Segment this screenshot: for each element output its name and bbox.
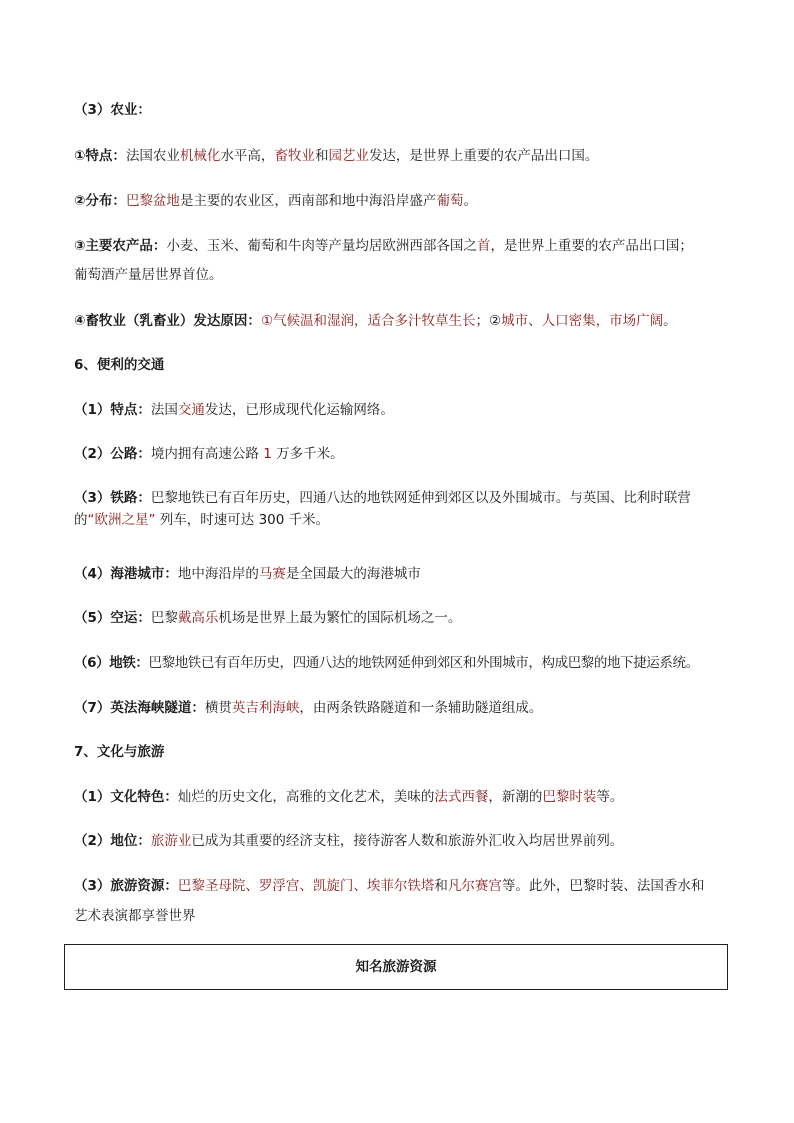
emphasis: “欧洲之星”: [87, 512, 156, 528]
text: 小麦、玉米、葡萄和牛肉等产量均居欧洲西部各国之: [166, 238, 477, 254]
text: 横贯: [204, 700, 232, 716]
emphasis: 旅游业: [150, 833, 192, 849]
label: （2）地位：: [74, 833, 151, 849]
emphasis: 首: [476, 238, 491, 254]
emphasis: 巴黎时装: [542, 789, 597, 805]
text: 等。: [596, 789, 624, 805]
transport-feature-paragraph: [74, 399, 734, 421]
text: 巴黎: [150, 610, 178, 626]
emphasis: 英吉利海峡: [231, 700, 300, 716]
emphasis: 机械化: [179, 148, 221, 164]
text: 巴黎地铁已有百年历史，四通八达的地铁网延伸到郊区以及外围城市。与英国、比利时联营的: [74, 490, 691, 528]
transport-heading: 6、便利的交通: [74, 357, 165, 373]
text: 和: [434, 878, 448, 894]
livestock-reasons-paragraph: [74, 310, 734, 332]
text: 列车，时速可达 300 千米。: [155, 512, 330, 528]
emphasis: 园艺业: [328, 148, 369, 164]
label: （3）铁路：: [74, 490, 151, 506]
emphasis: 畜牧业: [274, 148, 315, 164]
text: ，是世界上重要的农产品出口国；: [490, 238, 693, 254]
channel-tunnel-paragraph: [74, 697, 734, 719]
label: （1）特点：: [74, 402, 151, 418]
text: 发达，已形成现代化运输网络。: [204, 402, 394, 418]
agri-distribution-paragraph: [74, 190, 734, 212]
agri-feature-paragraph: [74, 145, 734, 167]
air-transport-paragraph: [74, 607, 734, 629]
text: 地中海沿岸的: [177, 566, 259, 582]
text: 。: [463, 193, 477, 209]
emphasis: 葡萄: [436, 193, 464, 209]
agri-products-line2: 葡萄酒产量居世界首位。: [74, 267, 223, 283]
text: ，新潮的: [488, 789, 543, 805]
emphasis: 巴黎盆地: [125, 193, 180, 209]
railway-paragraph: [74, 487, 724, 531]
text: 灿烂的历史文化，高雅的文化艺术，美味的: [177, 789, 435, 805]
text: ；②: [475, 313, 502, 329]
livestock-label: ④畜牧业（乳畜业）发达原因：: [74, 313, 261, 329]
tourism-resources-table: [64, 944, 728, 990]
agriculture-heading: （3）农业：: [74, 102, 151, 118]
culture-tourism-heading: 7、文化与旅游: [74, 744, 165, 760]
text: 万多千米。: [271, 446, 344, 462]
text: 机场是世界上最为繁忙的国际机场之一。: [218, 610, 462, 626]
text: 法国: [150, 402, 178, 418]
tourism-status-paragraph: [74, 830, 734, 852]
emphasis: ①气候温和湿润，适合多汁牧草生长: [260, 313, 476, 329]
label: （3）旅游资源：: [74, 878, 178, 894]
tourism-resources-paragraph: [74, 875, 734, 897]
agri-feature-label: ①特点：: [74, 148, 126, 164]
emphasis: 法式西餐: [434, 789, 489, 805]
text: ，由两条铁路隧道和一条辅助隧道组成。: [299, 700, 543, 716]
agri-distribution-label: ②分布：: [74, 193, 126, 209]
label: （2）公路：: [74, 446, 151, 462]
emphasis: 1: [263, 446, 272, 462]
seaport-paragraph: [74, 563, 734, 585]
text: 和: [314, 148, 329, 164]
label: （5）空运：: [74, 610, 151, 626]
text: 法国农业: [125, 148, 180, 164]
tourism-resources-line2: 艺术表演都享誉世界: [74, 908, 196, 924]
label: （4）海港城市：: [74, 566, 178, 582]
agri-products-label: ③主要农产品：: [74, 238, 167, 254]
text: 等。此外，巴黎时装、法国香水和: [501, 878, 705, 894]
emphasis: 城市、人口密集，市场广阔: [501, 313, 664, 329]
label: （7）英法海峡隧道：: [74, 700, 205, 716]
text: 是主要的农业区，西南部和地中海沿岸盛产: [179, 193, 437, 209]
culture-feature-paragraph: [74, 786, 734, 808]
text: 是全国最大的海港城市: [285, 566, 421, 582]
emphasis: 交通: [177, 402, 205, 418]
text: 已成为其重要的经济支柱，接待游客人数和旅游外汇收入均居世界前列。: [191, 833, 624, 849]
label: （6）地铁：: [74, 655, 149, 671]
metro-paragraph: [74, 652, 734, 674]
text: 。: [663, 313, 677, 329]
highway-paragraph: [74, 443, 734, 465]
text: 发达，是世界上重要的农产品出口国。: [368, 148, 599, 164]
agri-products-paragraph: [74, 235, 734, 257]
emphasis: 戴高乐: [177, 610, 219, 626]
emphasis: 巴黎圣母院、罗浮宫、凯旋门、埃菲尔铁塔: [177, 878, 435, 894]
label: （1）文化特色：: [74, 789, 178, 805]
text: 巴黎地铁已有百年历史，四通八达的地铁网延伸到郊区和外围城市，构成巴黎的地下捷运系统。: [148, 655, 699, 671]
table-title: 知名旅游资源: [355, 959, 437, 975]
emphasis: 马赛: [258, 566, 286, 582]
text: 水平高，: [220, 148, 275, 164]
text: 境内拥有高速公路: [150, 446, 264, 462]
emphasis: 凡尔赛宫: [447, 878, 502, 894]
